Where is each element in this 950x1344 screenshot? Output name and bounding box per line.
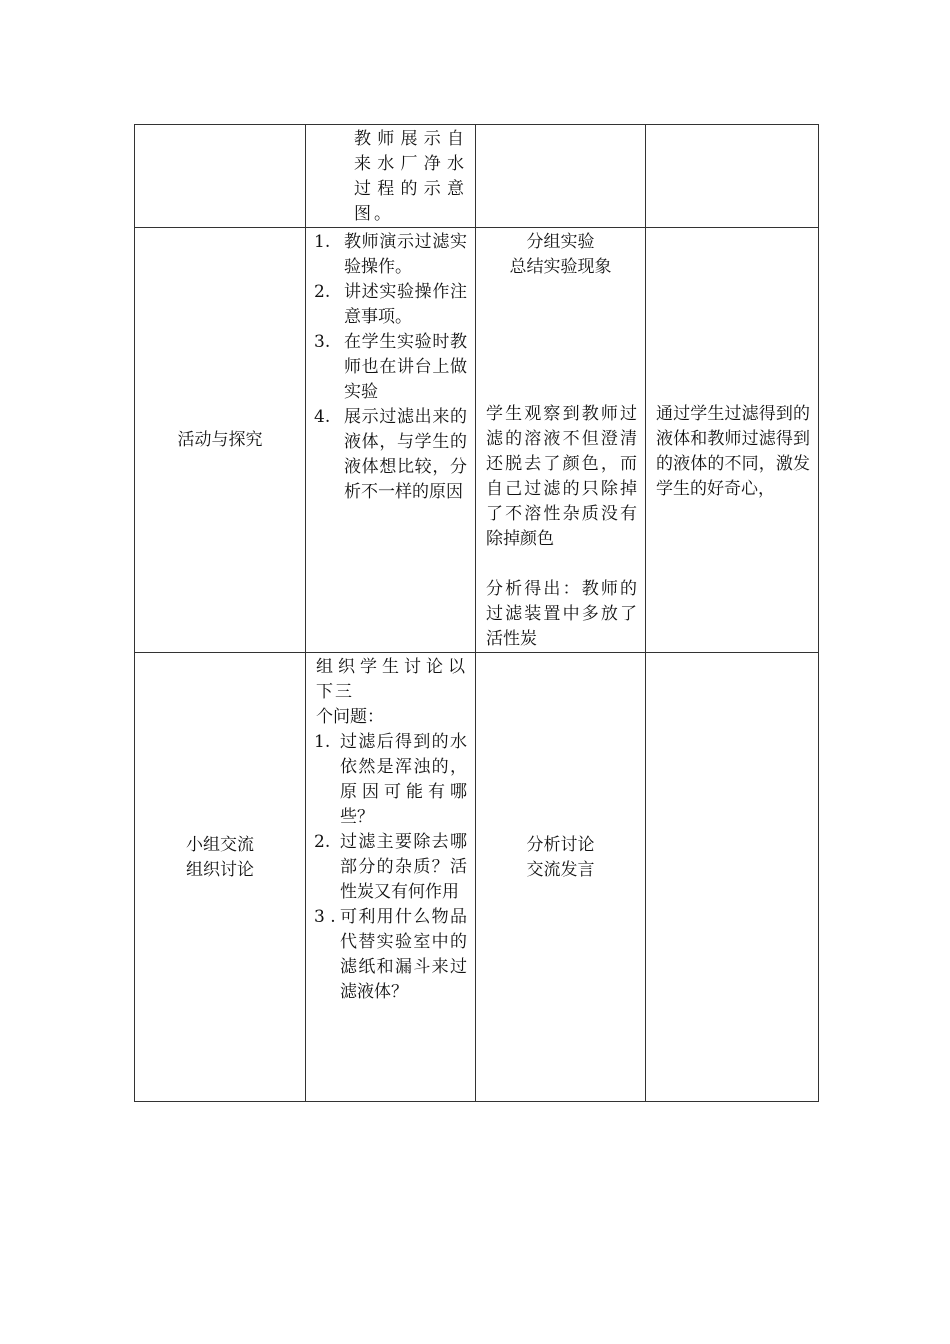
list-item-text: 可利用什么物品代替实验室中的滤纸和漏斗来过滤液体？ [340,907,467,1002]
stage-label-line: 小组交流 [186,835,254,855]
table-cell [135,228,306,653]
list-item [306,330,475,405]
list-item-text: 讲述实验操作注意事项。 [344,282,467,327]
list-item [306,230,475,280]
table-row [135,653,819,1102]
student-activity-line: 分组实验 [526,232,595,252]
table-cell-empty [646,125,819,228]
list-item-number: 1. [314,732,331,752]
table-cell [306,653,476,1102]
table-cell [476,653,646,1102]
list-item-text: 过滤主要除去哪部分的杂质？活性炭又有何作用 [340,832,467,902]
list-item-text: 在学生实验时教师也在讲台上做实验 [344,332,467,402]
discussion-intro-line2: 个问题： [316,707,384,727]
list-item [306,830,475,905]
table-cell [476,228,646,653]
table-cell [306,228,476,653]
teacher-activity-text: 教师展示自来水厂净水过程的示意图。 [354,129,467,224]
list-item [306,280,475,330]
list-item [306,405,475,505]
lesson-plan-table [134,124,819,1102]
list-item-number: 3 . [314,907,336,927]
table-cell-empty [476,125,646,228]
list-item-number: 1. [314,232,331,252]
student-activity-line: 交流发言 [526,860,595,880]
table-cell [135,653,306,1102]
student-activity-line: 分析讨论 [526,835,595,855]
table-row [135,228,819,653]
list-item-number: 2. [314,282,331,302]
list-item-text: 展示过滤出来的液体，与学生的液体想比较，分析不一样的原因 [344,407,467,502]
stage-label: 活动与探究 [177,429,263,450]
list-item [306,730,475,830]
table-row [135,125,819,228]
list-item-text: 教师演示过滤实验操作。 [344,232,467,277]
discussion-intro: 组织学生讨论以下三 [316,657,467,702]
table-cell-empty [135,125,306,228]
discussion-questions-list [306,730,475,1005]
table-cell [646,228,819,653]
table-cell-empty [646,653,819,1102]
table-cell [306,125,476,228]
list-item-number: 4. [314,407,331,427]
list-item-number: 2. [314,832,331,852]
student-activity-heading [476,228,645,280]
list-item [306,905,475,1005]
student-activity-line: 总结实验现象 [509,257,612,277]
teacher-steps-list [306,228,475,505]
stage-label-line: 组织讨论 [186,860,254,880]
student-analysis-text: 分析得出：教师的过滤装置中多放了活性炭 [486,579,637,649]
design-intent-text: 通过学生过滤得到的液体和教师过滤得到的液体的不同，激发学生的好奇心， [656,404,810,499]
list-item-number: 3. [314,332,331,352]
list-item-text: 过滤后得到的水依然是浑浊的，原因可能有哪些？ [340,732,467,827]
student-observation-text: 学生观察到教师过滤的溶液不但澄清还脱去了颜色，而自己过滤的只除掉了不溶性杂质没有除掉颜色 [486,404,637,549]
